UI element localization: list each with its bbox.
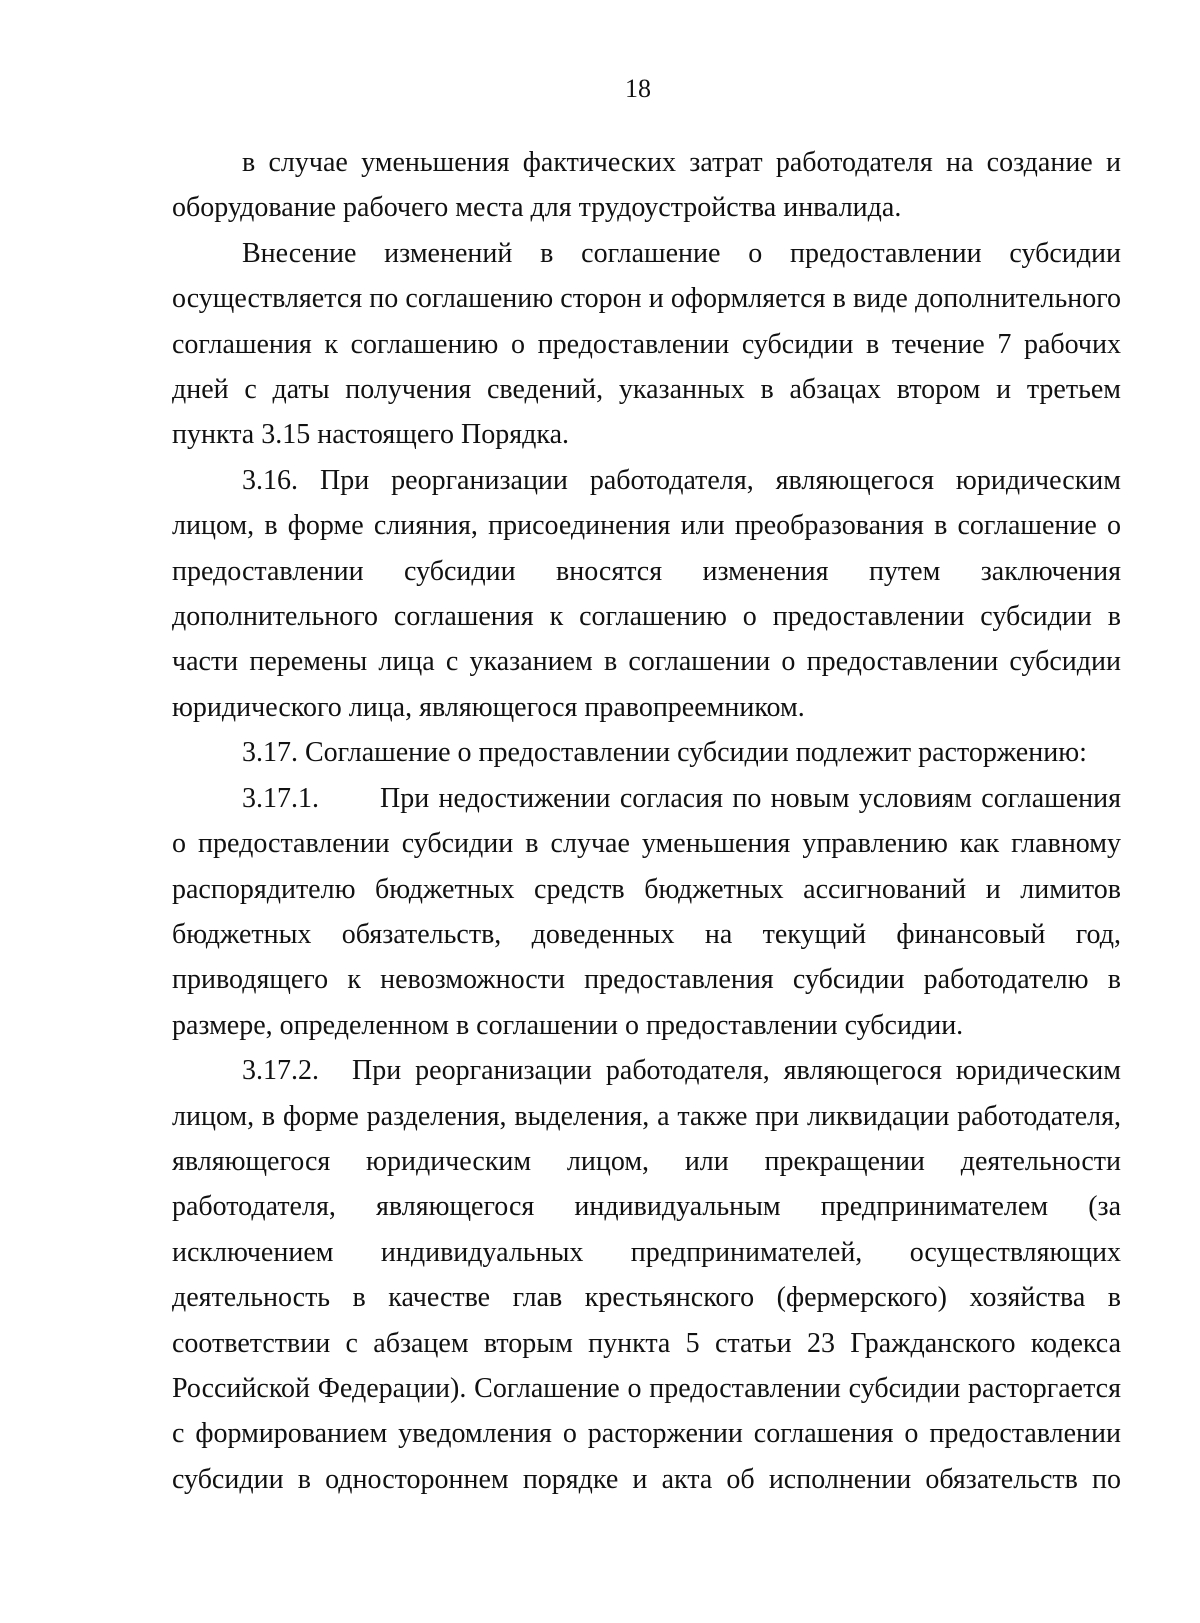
paragraph-continuation: в случае уменьшения фактических затрат работодателя на создание и оборудование рабочего места для трудоустройства инвалида. bbox=[172, 147, 1121, 224]
document-body bbox=[172, 140, 1121, 1502]
clause-number: 3.17.1. bbox=[242, 782, 319, 814]
paragraph-3-16: 3.16. При реорганизации работодателя, являющегося юридическим лицом, в форме слияния, присоединения или преобразования в соглашение о предоставлении субсидии вносятся изменения путем заключения дополнительного соглашения к соглашению о предоставлении субсидии в части перемены лица с указанием в соглашении о предоставлении субсидии юридического лица, являющегося правопреемником. bbox=[172, 464, 1121, 723]
clause-text: При недостижении согласия по новым условиям соглашения о предоставлении субсидии в случае уменьшения управлению как главному распорядителю бюджетных средств бюджетных ассигнований и лимитов бюджетных обязательств, доведенных на текущий финансовый год, приводящего к невозможности предоставления субсидии работодателю в размере, определенном в соглашении о предоставлении субсидии. bbox=[172, 782, 1121, 1041]
paragraph-3-17: 3.17. Соглашение о предоставлении субсидии подлежит расторжению: bbox=[242, 737, 1087, 769]
clause-text: При реорганизации работодателя, являющегося юридическим лицом, в форме разделения, выделения, а также при ликвидации работодателя, являющегося юридическим лицом, или прекращении деятельности работодателя, являющегося индивидуальным предпринимателем (за исключением индивидуальных предпринимателей, осуществляющих деятельность в качестве глав крестьянского (фермерского) хозяйства в соответствии с абзацем вторым пункта 5 статьи 23 Гражданского кодекса Российской Федерации). Соглашение о предоставлении субсидии расторгается с формированием уведомления о расторжении соглашения о предоставлении субсидии в одностороннем порядке и акта об исполнении обязательств по bbox=[172, 1055, 1121, 1495]
paragraph-3-17-2 bbox=[172, 1048, 1121, 1502]
paragraph-3-17-1 bbox=[172, 776, 1121, 1048]
page-number: 18 bbox=[625, 74, 651, 103]
paragraph-amendments: Внесение изменений в соглашение о предоставлении субсидии осуществляется по соглашению сторон и оформляется в виде дополнительного соглашения к соглашению о предоставлении субсидии в течение 7 рабочих дней с даты получения сведений, указанных в абзацах втором и третьем пункта 3.15 настоящего Порядка. bbox=[172, 237, 1121, 451]
clause-number: 3.17.2. bbox=[242, 1055, 319, 1087]
